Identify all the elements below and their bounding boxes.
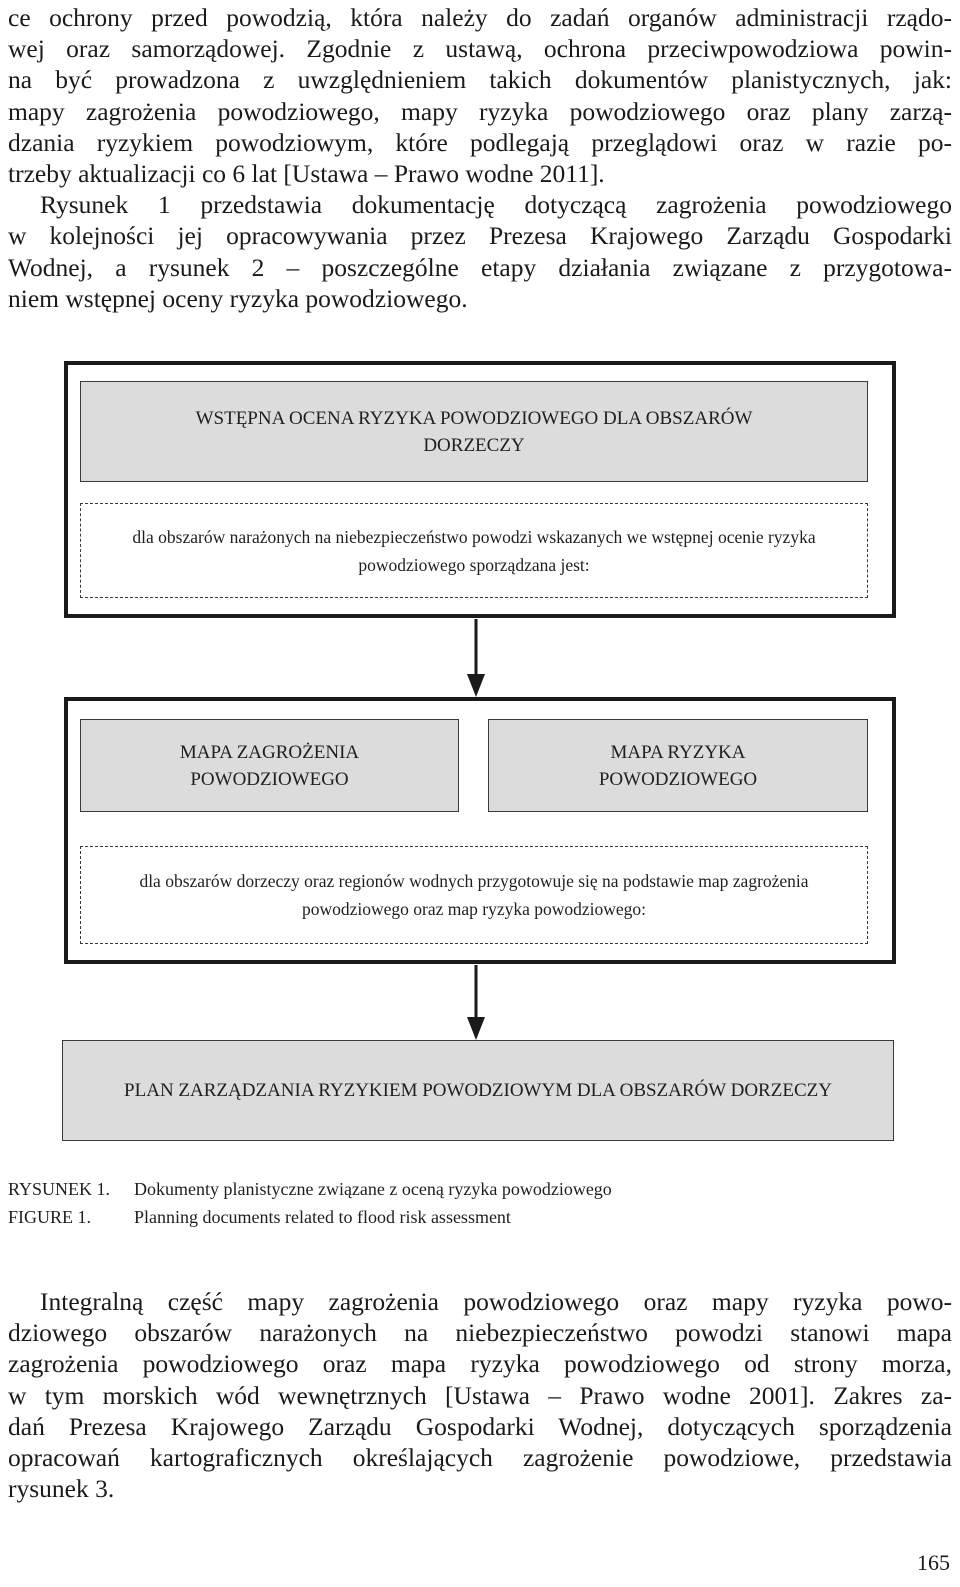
text-line: dziowego obszarów narażonych na niebezpieczeństwo powodzi stanowi mapa	[8, 1318, 952, 1348]
text-line: opracowań kartograficznych określających zagrożenie powodziowe, przedstawia	[8, 1443, 952, 1473]
top-paragraph	[8, 2, 952, 314]
note-maps-label: dla obszarów dorzeczy oraz regionów wodnych przygotowuje się na podstawie map zagrożenia powodziowego oraz map ryzyka powodziowego:	[139, 871, 809, 919]
text-line: wej oraz samorządowej. Zgodnie z ustawą, ochrona przeciwpowodziowa powin-	[8, 34, 952, 64]
arrow-head-1	[467, 674, 485, 697]
text-line: mapy zagrożenia powodziowego, mapy ryzyka powodziowego oraz plany zarzą-	[8, 96, 952, 126]
text-line: Integralną część mapy zagrożenia powodziowego oraz mapy ryzyka powo-	[40, 1287, 952, 1316]
box-risk-map-label: MAPA RYZYKA POWODZIOWEGO	[598, 741, 758, 790]
text-line: rysunek 3.	[8, 1474, 115, 1504]
caption-english	[8, 1203, 511, 1231]
caption-polish-text: Dokumenty planistyczne związane z oceną ryzyka powodziowego	[134, 1179, 612, 1199]
text-line: dań Prezesa Krajowego Zarządu Gospodarki Wodnej, dotyczących sporządzenia	[8, 1411, 952, 1441]
text-line: dzania ryzykiem powodziowym, które podlegają przeglądowi oraz w razie po-	[8, 127, 952, 157]
box-risk-map	[488, 719, 868, 812]
box-preliminary-assessment	[80, 381, 868, 482]
caption-english-label: FIGURE 1.	[8, 1207, 92, 1227]
caption-english-text: Planning documents related to flood risk assessment	[134, 1207, 511, 1227]
caption-polish	[8, 1175, 612, 1203]
note-maps	[80, 846, 868, 944]
text-line: zagrożenia powodziowego oraz mapa ryzyka powodziowego od strony morza,	[8, 1349, 952, 1379]
note-preliminary	[80, 503, 868, 598]
text-line: trzeby aktualizacji co 6 lat [Ustawa – Prawo wodne 2011].	[8, 159, 605, 189]
caption-polish-label: RYSUNEK 1.	[8, 1179, 111, 1199]
box-preliminary-assessment-label: WSTĘPNA OCENA RYZYKA POWODZIOWEGO DLA OBSZARÓW DORZECZY	[195, 407, 753, 456]
page-number: 165	[917, 1550, 950, 1575]
text-line: Wodnej, a rysunek 2 – poszczególne etapy działania związane z przygotowa-	[8, 252, 952, 282]
text-line: w kolejności jej opracowywania przez Prezesa Krajowego Zarządu Gospodarki	[8, 221, 952, 251]
arrow-head-2	[467, 1017, 485, 1040]
text-line: ce ochrony przed powodzią, która należy do zadań organów administracji rządo-	[8, 3, 952, 32]
box-management-plan	[62, 1040, 894, 1141]
bottom-paragraph	[8, 1286, 952, 1504]
text-line: na być prowadzona z uwzględnieniem takich dokumentów planistycznych, jak:	[8, 65, 952, 95]
text-line: w tym morskich wód wewnętrznych [Ustawa – Prawo wodne 2001]. Zakres za-	[8, 1380, 952, 1410]
box-hazard-map	[80, 719, 459, 812]
box-management-plan-label: PLAN ZARZĄDZANIA RYZYKIEM POWODZIOWYM DLA OBSZARÓW DORZECZY	[124, 1080, 832, 1101]
text-line: niem wstępnej oceny ryzyka powodziowego.	[8, 283, 468, 313]
text-line: Rysunek 1 przedstawia dokumentację dotyczącą zagrożenia powodziowego	[40, 190, 952, 220]
box-hazard-map-label: MAPA ZAGROŻENIA POWODZIOWEGO	[179, 741, 360, 790]
note-preliminary-label: dla obszarów narażonych na niebezpieczeństwo powodzi wskazanych we wstępnej ocenie ryzyka powodziowego sporządzana jest:	[132, 526, 816, 575]
